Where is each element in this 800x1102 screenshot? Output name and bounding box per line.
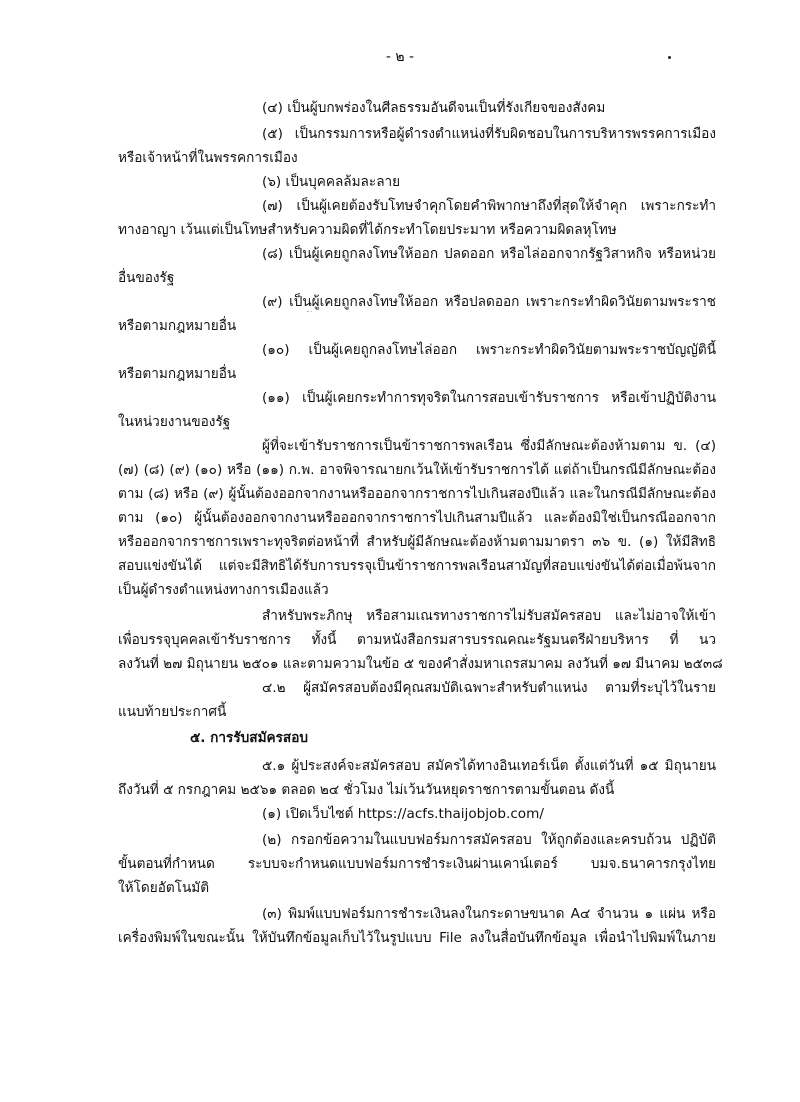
paragraph-line: (๘) เป็นผู้เคยถูกลงโทษให้ออก ปลดออก หรือไล่ออกจากรัฐวิสาหกิจ หรือหน่วย bbox=[262, 246, 716, 262]
section-heading: ๕. การรับสมัครสอบ bbox=[190, 730, 309, 746]
paragraph-line: เพื่อบรรจุบุคคลเข้ารับราชการ ทั้งนี้ ตามหนังสือกรมสารบรรณคณะรัฐมนตรีฝ่ายบริหาร ที่ นว bbox=[118, 632, 716, 648]
paragraph-line: (๕) เป็นกรรมการหรือผู้ดำรงตำแหน่งที่รับผิดชอบในการบริหารพรรคการเมือง bbox=[262, 126, 716, 142]
paragraph-line: ถึงวันที่ ๕ กรกฎาคม ๒๕๖๑ ตลอด ๒๔ ชั่วโมง ไม่เว้นวันหยุดราชการตามขั้นตอน ดังนี้ bbox=[118, 782, 615, 798]
paragraph-line: เป็นผู้ดำรงตำแหน่งทางการเมืองแล้ว bbox=[118, 582, 329, 598]
paragraph-line: (๗) (๘) (๙) (๑๐) หรือ (๑๑) ก.พ. อาจพิจารณายกเว้นให้เข้ารับราชการได้ แต่ถ้าเป็นกรณีมีลักษณะต้อง bbox=[118, 462, 716, 478]
paragraph-line: อื่นของรัฐ bbox=[118, 270, 175, 286]
paragraph-line: ทางอาญา เว้นแต่เป็นโทษสำหรับความผิดที่ได้กระทำโดยประมาท หรือความผิดลหุโทษ bbox=[118, 222, 617, 238]
paragraph-line: หรือเจ้าหน้าที่ในพรรคการเมือง bbox=[118, 150, 298, 166]
paragraph-line: สอบแข่งขันได้ แต่จะมีสิทธิได้รับการบรรจุเป็นข้าราชการพลเรือนสามัญที่สอบแข่งขันได้ต่อเมื่อพ้นจาก bbox=[118, 558, 716, 574]
paragraph-line: ให้โดยอัตโนมัติ bbox=[118, 880, 210, 896]
paragraph-line: ลงวันที่ ๒๗ มิถุนายน ๒๕๐๑ และตามความในข้อ ๕ ของคำสั่งมหาเถรสมาคม ลงวันที่ ๑๗ มีนาคม ๒๕๓๘ bbox=[118, 656, 723, 672]
paragraph-line: หรือออกจากราชการเพราะทุจริตต่อหน้าที่ สำหรับผู้มีลักษณะต้องห้ามตามมาตรา ๓๖ ข. (๑) ให้มีสิทธิ bbox=[118, 534, 716, 550]
paragraph-line: (๙) เป็นผู้เคยถูกลงโทษให้ออก หรือปลดออก เพราะกระทำผิดวินัยตามพระราช bbox=[262, 294, 716, 310]
paragraph-line: (๑๑) เป็นผู้เคยกระทำการทุจริตในการสอบเข้ารับราชการ หรือเข้าปฏิบัติงาน bbox=[262, 390, 716, 406]
paragraph-line: ในหน่วยงานของรัฐ bbox=[118, 414, 231, 430]
paragraph-line: สำหรับพระภิกษุ หรือสามเณรทางราชการไม่รับสมัครสอบ และไม่อาจให้เข้า bbox=[262, 608, 716, 624]
paragraph-line: (๔) เป็นผู้บกพร่องในศีลธรรมอันดีจนเป็นที่รังเกียจของสังคม bbox=[262, 100, 606, 116]
paragraph-line: ตาม (๘) หรือ (๙) ผู้นั้นต้องออกจากงานหรือออกจากราชการไปเกินสองปีแล้ว และในกรณีมีลักษณะต้อง bbox=[118, 486, 716, 502]
paragraph-line: (๖) เป็นบุคคลล้มละลาย bbox=[262, 174, 401, 190]
paragraph-line: ขั้นตอนที่กำหนด ระบบจะกำหนดแบบฟอร์มการชำระเงินผ่านเคาน์เตอร์ บมจ.ธนาคารกรุงไทย bbox=[118, 856, 716, 872]
scan-dot-mark bbox=[668, 56, 671, 59]
paragraph-line: (๗) เป็นผู้เคยต้องรับโทษจำคุกโดยคำพิพากษาถึงที่สุดให้จำคุก เพราะกระทำ bbox=[262, 198, 716, 214]
paragraph-line: ๔.๒ ผู้สมัครสอบต้องมีคุณสมบัติเฉพาะสำหรับตำแหน่ง ตามที่ระบุไว้ในราย bbox=[262, 680, 716, 696]
website-line: (๑) เปิดเว็บไซต์ https://acfs.thaijobjob.com/ bbox=[262, 806, 544, 822]
page-number: - ๒ - bbox=[385, 49, 415, 65]
paragraph-line: หรือตามกฎหมายอื่น bbox=[118, 366, 237, 382]
paragraph-line: (๓) พิมพ์แบบฟอร์มการชำระเงินลงในกระดาษขนาด A๔ จำนวน ๑ แผ่น หรือ bbox=[262, 906, 716, 922]
paragraph-line: แนบท้ายประกาศนี้ bbox=[118, 704, 227, 720]
paragraph-line: (๒) กรอกข้อความในแบบฟอร์มการสมัครสอบ ให้ถูกต้องและครบถ้วน ปฏิบัติ bbox=[262, 832, 716, 848]
paragraph-line: (๑๐) เป็นผู้เคยถูกลงโทษไล่ออก เพราะกระทำผิดวินัยตามพระราชบัญญัตินี้ bbox=[262, 342, 716, 358]
paragraph-line: ตาม (๑๐) ผู้นั้นต้องออกจากงานหรือออกจากราชการไปเกินสามปีแล้ว และต้องมิใช่เป็นกรณีออกจาก bbox=[118, 510, 716, 526]
paragraph-line: หรือตามกฎหมายอื่น bbox=[118, 318, 237, 334]
paragraph-line: เครื่องพิมพ์ในขณะนั้น ให้บันทึกข้อมูลเก็บไว้ในรูปแบบ File ลงในสื่อบันทึกข้อมูล เพื่อนำไปพิมพ์ในภาย bbox=[118, 930, 716, 946]
paragraph-line: ผู้ที่จะเข้ารับราชการเป็นข้าราชการพลเรือน ซึ่งมีลักษณะต้องห้ามตาม ข. (๔) bbox=[262, 438, 716, 454]
paragraph-line: ๕.๑ ผู้ประสงค์จะสมัครสอบ สมัครได้ทางอินเทอร์เน็ต ตั้งแต่วันที่ ๑๕ มิถุนายน bbox=[262, 758, 716, 774]
